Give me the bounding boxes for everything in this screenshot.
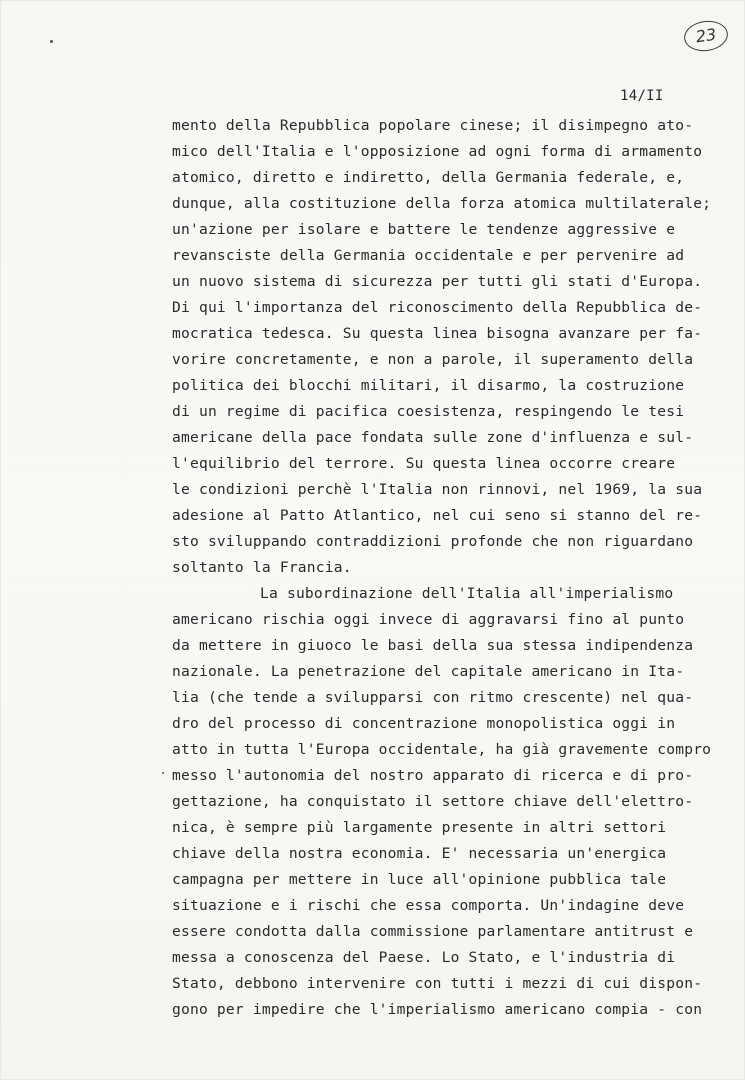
text-line: revansciste della Germania occidentale e per pervenire ad (172, 247, 685, 264)
text-line: l'equilibrio del terrore. Su questa linea occorre creare (172, 455, 676, 472)
text-line: gettazione, ha conquistato il settore chiave dell'elettro- (172, 793, 694, 810)
ink-speck (162, 772, 164, 774)
text-line: sto sviluppando contraddizioni profonde che non riguardano (172, 533, 694, 550)
text-line: un nuovo sistema di sicurezza per tutti gli stati d'Europa. (172, 273, 703, 290)
text-line: dunque, alla costituzione della forza atomica multilaterale; (172, 195, 712, 212)
text-line: situazione e i rischi che essa comporta. Un'indagine deve (172, 897, 685, 914)
folio-stamp: 23 (682, 18, 730, 54)
text-line: nica, è sempre più largamente presente in altri settori (172, 819, 667, 836)
text-line: lia (che tende a svilupparsi con ritmo crescente) nel qua- (172, 689, 694, 706)
text-line: atto in tutta l'Europa occidentale, ha già gravemente compro (172, 741, 712, 758)
text-line: soltanto la Francia. (172, 559, 352, 576)
text-line: campagna per mettere in luce all'opinione pubblica tale (172, 871, 667, 888)
text-line: mento della Repubblica popolare cinese; il disimpegno ato- (172, 117, 694, 134)
text-line: americano rischia oggi invece di aggravarsi fino al punto (172, 611, 685, 628)
text-line: essere condotta dalla commissione parlamentare antitrust e (172, 923, 694, 940)
text-line: adesione al Patto Atlantico, nel cui seno si stanno del re- (172, 507, 703, 524)
text-line: chiave della nostra economia. E' necessaria un'energica (172, 845, 667, 862)
text-line: di un regime di pacifica coesistenza, respingendo le tesi (172, 403, 685, 420)
text-line: un'azione per isolare e battere le tendenze aggressive e (172, 221, 676, 238)
paragraph-start-line: La subordinazione dell'Italia all'imperialismo (260, 585, 674, 602)
text-line: Stato, debbono intervenire con tutti i mezzi di cui dispon- (172, 975, 703, 992)
text-line: da mettere in giuoco le basi della sua stessa indipendenza (172, 637, 694, 654)
text-line: mico dell'Italia e l'opposizione ad ogni forma di armamento (172, 143, 703, 160)
text-line: Di qui l'importanza del riconoscimento della Repubblica de- (172, 299, 703, 316)
ink-speck (50, 40, 53, 43)
text-line: dro del processo di concentrazione monopolistica oggi in (172, 715, 676, 732)
text-line: mocratica tedesca. Su questa linea bisogna avanzare per fa- (172, 325, 703, 342)
text-line: vorire concretamente, e non a parole, il superamento della (172, 351, 694, 368)
page-number: 14/II (620, 88, 664, 104)
text-line: politica dei blocchi militari, il disarmo, la costruzione (172, 377, 685, 394)
text-line: gono per impedire che l'imperialismo americano compia - con (172, 1001, 703, 1018)
text-line: messa a conoscenza del Paese. Lo Stato, e l'industria di (172, 949, 676, 966)
text-line: atomico, diretto e indiretto, della Germania federale, e, (172, 169, 685, 186)
text-line: nazionale. La penetrazione del capitale americano in Ita- (172, 663, 685, 680)
text-line: americane della pace fondata sulle zone d'influenza e sul- (172, 429, 694, 446)
text-line: messo l'autonomia del nostro apparato di ricerca e di pro- (172, 767, 694, 784)
body-text (172, 113, 712, 1023)
text-line: le condizioni perchè l'Italia non rinnovi, nel 1969, la sua (172, 481, 703, 498)
